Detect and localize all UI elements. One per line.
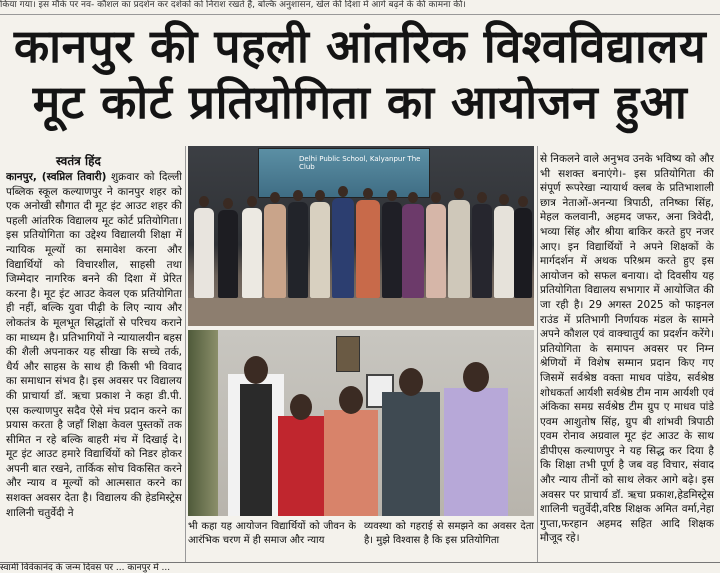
headline-line-1: कानपुर की पहली आंतरिक विश्वविद्यालय	[13, 19, 707, 73]
article-column-right: से निकलने वाले अनुभव उनके भविष्य को और भी सशक्त बनाएंगे।- इस प्रतियोगिता की संपूर्ण रूपरेखा न्यायार्थ क्लब के प्रतिभाशाली छात्र नेताओं-अनन्या त्रिपाठी, तनिष्का सिंह, मेहल कलवानी, अहमद जफर, अना त्रिवेदी, भव्या सिंह और श्रीया बाकिर करते हुए नजर आए। इन विद्यार्थियों ने अपने शिक्षकों के मार्गदर्शन में अथक परिश्रम करते हुए इस आयोजन को सफल बनाया। दो दिवसीय यह प्रतियोगिता विद्यालय सभागार में आयोजित की जा रही है। 29 अगस्त 2025 को फाइनल राउंड में प्रतिभागी निर्णायक मंडल के सामने अपने कौशल एवं वाक्चातुर्य का प्रदर्शन करेंगे। प्रतियोगिता के समापन अवसर पर निम्न श्रेणियों में विशेष सम्मान प्रदान किए गए जिसमें सर्वश्रेष्ठ वक्ता माधव पांडेय, सर्वश्रेष्ठ शोधकर्ता आर्यशी सर्वश्रेष्ठ टीम नाम आर्यशी एवं अंकिका समग्र सर्वश्रेष्ठ टीम ग्रुप ए माधव पांडे एवम आशुतोष सिंह, ग्रुप बी शांभवी त्रिपाठी एवम रोनाव अग्रवाल मूट इंट आउट के साथ डीपीएस कल्याणपुर ने यह सिद्ध कर दिया है कि शिक्षा तभी पूर्ण है जब वह विचार, संवाद और न्याय तीनों को साथ लेकर आगे बढ़े। इस अवसर पर प्राचार्य डॉ. ऋचा प्रकाश,हेडमिस्ट्रेस शालिनी चतुर्वेदी,वरिष्ठ शिक्षक अमित वर्मा,नेहा गुप्ता,फरहान अहमद सहित आदि शिक्षक मौजूद रहे।	[540, 153, 714, 545]
person	[310, 202, 330, 298]
plant	[188, 330, 218, 516]
stage-screen-text: Delhi Public School, Kalyanpur The Club	[299, 155, 421, 171]
article-text-left: शुक्रवार को दिल्ली पब्लिक स्कूल कल्याणपुर ने कानपुर शहर को एक अनोखी सौगात दी मूट इंट आउट शहर की पहली आंतरिक विद्यालय मूट कोर्ट प्रतियोगिता। इस प्रतियोगिता का उद्देश्य वि‍द्यालयी शिक्षा में न्यायिक मूल्यों का समावेश करना और विद्यार्थियों को विचारशील, साहसी तथा जिम्मेदार नागरिक बनने की दिशा में प्रेरित करना है। मूट इंट आउट केवल एक प्रतियोगिता ही नहीं, बल्कि युवा पीढ़ी के लिए न्याय और लोकतंत्र के मूलभूत सिद्धांतों से परिचय कराने का माध्यम है। प्रतिभागियों ने न्यायालयीन बहस की शैली अपनाकर यह सीखा कि सच्चे तर्क, धैर्य और साहस के साथ ही किसी भी विवाद का समाधान संभव है। इस अवसर पर विद्यालय की प्राचार्या डॉ. ऋचा प्रकाश ने कहा डी.पी. एस कल्याणपुर सदैव ऐसे मंच प्रदान करने का प्रयास करता है जहाँ शिक्षा केवल पुस्तकों तक सीमित न रहे बल्कि बाहरी मंच में दिखाई दे। मूट इंट आउट हमारे वि‍द्यार्थियों को निडर होकर अपनी बात रखने, तार्किक सोच विकसित करने और न्याय व मूल्यों को आत्मसात करने का सशक्त अवसर देता है। विद्यालय की हेडमिस्ट्रेस शालिनी चतुर्वेदी ने	[6, 171, 182, 519]
person	[228, 374, 284, 516]
stage-floor	[188, 298, 534, 326]
person	[194, 208, 214, 298]
person	[356, 200, 380, 298]
person	[514, 208, 532, 298]
next-article-strip: स्वामी विवेकानंद के जन्म दिवस पर ... कानपुर में ...	[0, 562, 720, 573]
person	[402, 204, 424, 298]
person	[288, 202, 308, 298]
headline-line-2: मूट कोर्ट प्रतियोगिता का आयोजन हुआ	[32, 75, 688, 129]
person	[472, 204, 492, 298]
person	[444, 388, 508, 516]
group-photo	[188, 146, 534, 326]
person	[242, 208, 262, 298]
wall-plaque	[336, 336, 360, 372]
person	[218, 210, 238, 298]
dignitaries-photo	[188, 330, 534, 516]
person	[278, 416, 324, 516]
article-column-mid-2: व्यवस्था को गहराई से समझने का अवसर देता है। मुझे विश्वास है कि इस प्रतियोगिता	[364, 521, 534, 546]
person	[426, 204, 446, 298]
person	[448, 200, 470, 298]
column-divider	[185, 146, 186, 562]
person	[324, 410, 378, 516]
byline: स्वतंत्र हिंद	[56, 154, 101, 168]
article-column-mid-1: भी कहा यह आयोजन विद्यार्थियों को जीवन के आरंभिक चरण में ही समाज और न्याय	[188, 521, 356, 546]
column-divider	[537, 146, 538, 562]
dateline: कानपुर, (स्वप्निल तिवारी)	[6, 171, 107, 183]
person	[332, 198, 354, 298]
person	[382, 202, 402, 298]
previous-article-strip: किया गया। इस मौके पर नव- कौशल का प्रदर्शन कर दर्शकों को निराश रखते हैं, बल्कि अनुशासन, खेल की दिशा में आगे बढ़ने के की कामना की।	[0, 0, 720, 15]
person	[494, 206, 514, 298]
article-column-left	[6, 170, 182, 562]
person	[382, 392, 440, 516]
headline	[8, 18, 712, 130]
person	[264, 204, 286, 298]
